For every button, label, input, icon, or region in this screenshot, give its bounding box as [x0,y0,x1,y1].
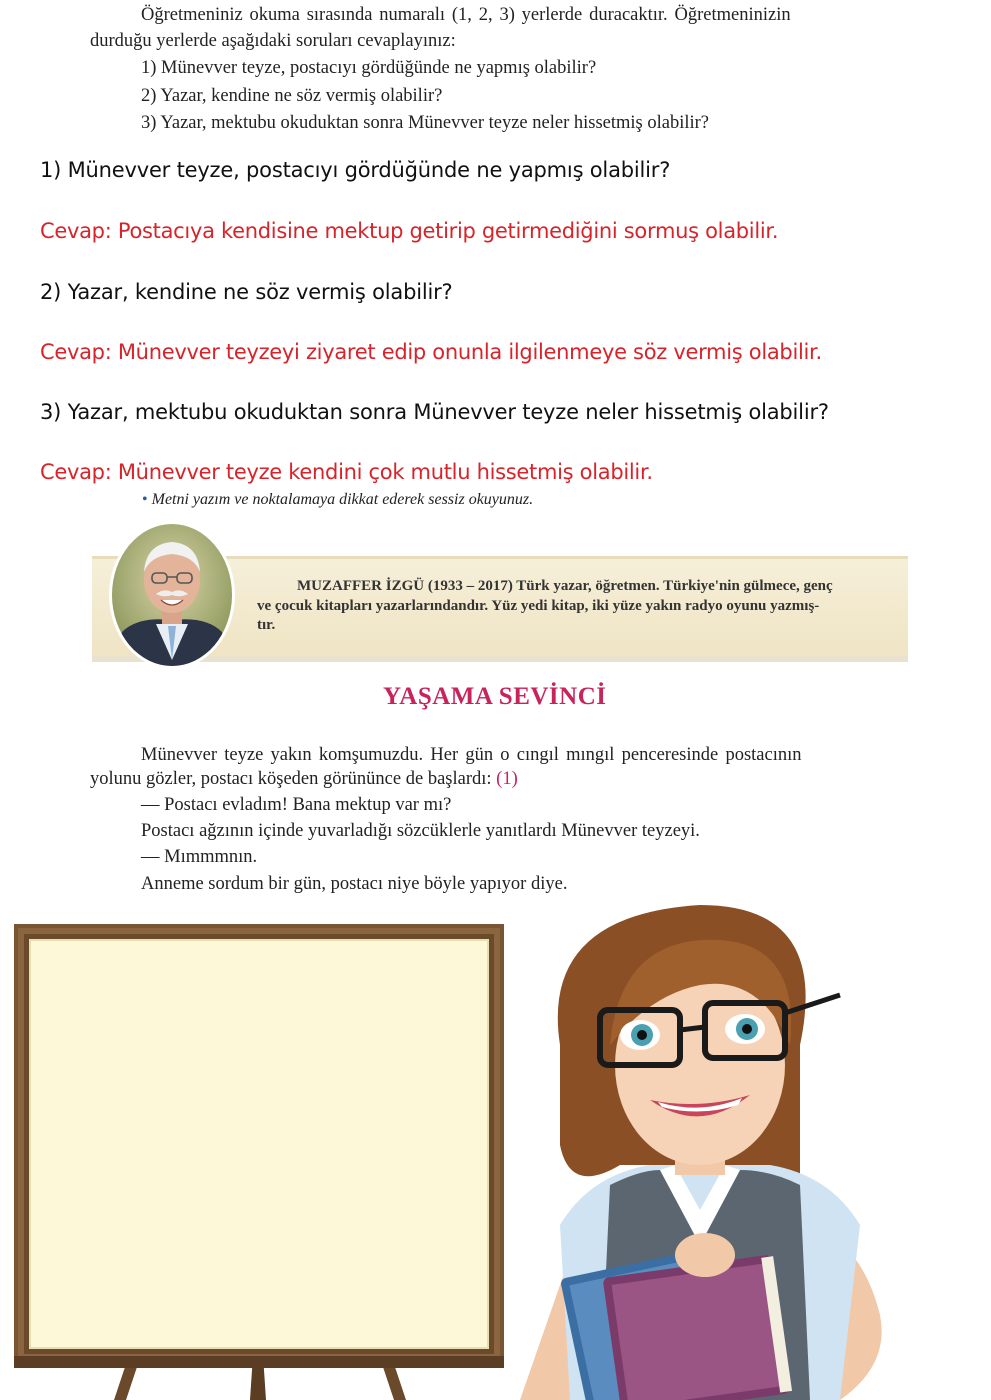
story-line-4: Postacı ağzının içinde yuvarladığı sözcüklerle yanıtlardı Münevver teyzeyi. [141,821,700,841]
intro-item-3: 3) Yazar, mektubu okuduktan sonra Münevver teyze neler hissetmiş olabilir? [141,113,709,133]
question-1: 1) Münevver teyze, postacıyı gördüğünde ne yapmış olabilir? [40,158,671,182]
author-bio-line-1: MUZAFFER İZGÜ (1933 – 2017) Türk yazar, öğretmen. Türkiye'nin gülmece, genç [297,578,833,594]
story-line-1: Münevver teyze yakın komşumuzdu. Her gün o cıngıl mıngıl penceresinde postacının [141,745,802,765]
intro-item-1: 1) Münevver teyze, postacıyı gördüğünde ne yapmış olabilir? [141,58,597,78]
story-line-6: Anneme sordum bir gün, postacı niye böyle yapıyor diye. [141,874,568,894]
answer-3: Cevap: Münevver teyze kendini çok mutlu hissetmiş olabilir. [40,460,653,484]
stop-marker-1: (1) [496,769,518,789]
story-line-2-text: yolunu gözler, postacı köşeden görününce de başlardı: [90,769,492,789]
reading-instruction [142,491,533,509]
story-title: YAŞAMA SEVİNCİ [383,683,607,710]
intro-line-2: durduğu yerlerde aşağıdaki soruları cevaplayınız: [90,31,456,51]
story-line-5: — Mımmmnın. [141,847,258,867]
intro-line-1: Öğretmeniniz okuma sırasında numaralı (1, 2, 3) yerlerde duracaktır. Öğretmeninizin [141,5,791,25]
author-portrait-icon [108,520,236,670]
bullet-icon: • [142,491,148,508]
teacher-illustration-icon [500,895,991,1400]
question-2: 2) Yazar, kendine ne söz vermiş olabilir? [40,280,453,304]
answer-1: Cevap: Postacıya kendisine mektup getirip getirmediğini sormuş olabilir. [40,219,779,243]
easel-board-icon [14,920,506,1400]
question-3: 3) Yazar, mektubu okuduktan sonra Münevver teyze neler hissetmiş olabilir? [40,400,829,424]
author-bio-line-2: ve çocuk kitapları yazarlarındandır. Yüz yedi kitap, iki yüze yakın radyo oyunu yazmış- [257,598,820,614]
story-line-3: — Postacı evladım! Bana mektup var mı? [141,795,452,815]
author-bio-line-3: tır. [257,617,276,633]
answer-2: Cevap: Münevver teyzeyi ziyaret edip onunla ilgilenmeye söz vermiş olabilir. [40,340,822,364]
reading-instruction-text: Metni yazım ve noktalamaya dikkat ederek sessiz okuyunuz. [151,491,534,508]
intro-item-2: 2) Yazar, kendine ne söz vermiş olabilir? [141,86,443,106]
story-line-2 [90,769,518,790]
